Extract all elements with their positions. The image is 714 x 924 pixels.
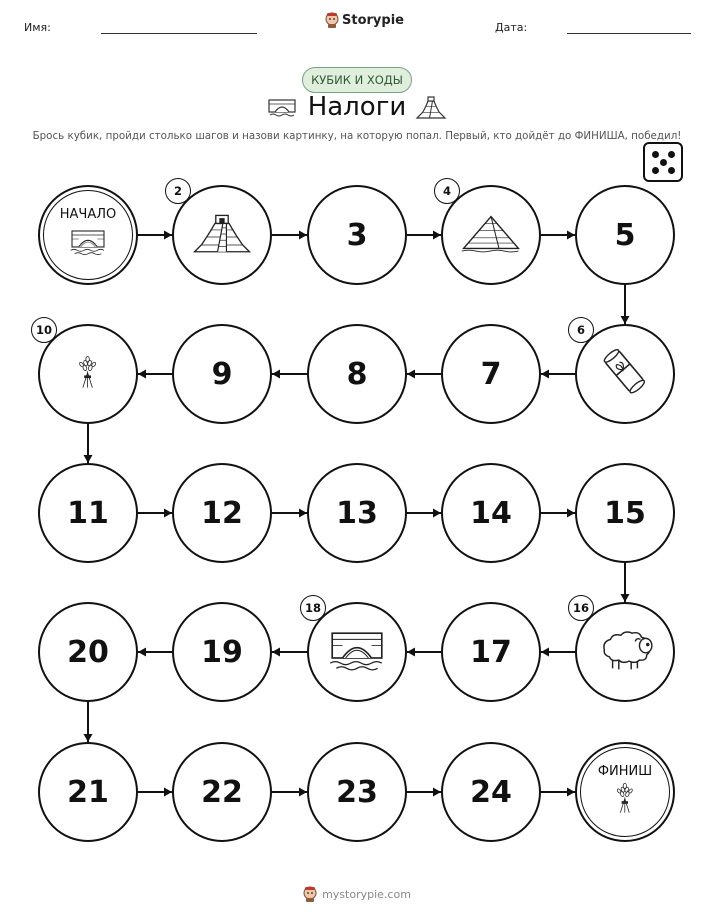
- arrow-head: [433, 788, 441, 797]
- board-cell: [572, 601, 675, 702]
- cell-number-badge: 16: [568, 595, 594, 621]
- arrow-head: [621, 316, 630, 324]
- arrow-head: [567, 509, 575, 518]
- board-cell: [172, 324, 272, 424]
- instructions-text: Брось кубик, пройди столько шагов и назови картинку, на которую попал. Первый, кто дойдёт до ФИНИША, победил!: [32, 130, 682, 142]
- board-cell: [575, 324, 675, 424]
- footer-site: mystorypie.com: [322, 887, 411, 901]
- cell-number: 8: [346, 356, 368, 392]
- board-cell: [304, 601, 407, 702]
- arrow-head: [299, 788, 307, 797]
- bridge-icon: [68, 227, 108, 260]
- board-cell: [307, 185, 407, 285]
- arrow-head: [407, 370, 415, 379]
- cell-number-badge: 6: [568, 317, 594, 343]
- arrow-head: [138, 370, 146, 379]
- arrow-head: [567, 231, 575, 240]
- board-cell: [307, 463, 407, 563]
- cell-number: 13: [336, 495, 378, 531]
- date-label: Дата:: [495, 21, 528, 34]
- name-label: Имя:: [24, 21, 51, 34]
- arrow-head: [164, 509, 172, 518]
- page-title: Налоги: [307, 92, 407, 122]
- scroll-icon: [600, 347, 650, 401]
- footer: [0, 886, 714, 902]
- arrow-head: [138, 648, 146, 657]
- cell-number-badge: 10: [31, 317, 57, 343]
- arrow-head: [541, 648, 549, 657]
- cell-number: 7: [480, 356, 502, 392]
- cell-number: 14: [470, 495, 512, 531]
- board-cell: [441, 324, 541, 424]
- arrow-head: [299, 231, 307, 240]
- bridge-icon: [326, 627, 388, 676]
- start-label: НАЧАЛО: [59, 207, 117, 222]
- board-cell: [38, 463, 138, 563]
- activity-tag: КУБИК И ХОДЫ: [302, 67, 412, 93]
- board-cell: [38, 742, 138, 842]
- board-cell: [441, 463, 541, 563]
- finish-cell: [575, 742, 675, 842]
- cell-number: 15: [604, 495, 646, 531]
- arrow-head: [433, 509, 441, 518]
- arrow-head: [84, 734, 93, 742]
- board-cell: [38, 602, 138, 702]
- arrow-head: [299, 509, 307, 518]
- board-cell: [441, 742, 541, 842]
- cell-number: 19: [201, 634, 243, 670]
- cell-number-badge: 4: [434, 178, 460, 204]
- board-cell: [172, 602, 272, 702]
- wheat-icon: [74, 355, 101, 393]
- arrow-head: [433, 231, 441, 240]
- board-cell: [172, 463, 272, 563]
- cell-number: 23: [336, 774, 378, 810]
- arrow-head: [272, 648, 280, 657]
- cell-number: 3: [346, 217, 368, 253]
- arrow-head: [541, 370, 549, 379]
- arrow-head: [164, 788, 172, 797]
- board-cell: [575, 185, 675, 285]
- arrow-head: [84, 455, 93, 463]
- arrow-head: [272, 370, 280, 379]
- start-cell: [38, 185, 138, 285]
- arrow-head: [164, 231, 172, 240]
- cell-number-badge: 18: [300, 595, 326, 621]
- cell-number: 21: [67, 774, 109, 810]
- board-cell: [441, 185, 541, 285]
- brand-name: Storypie: [342, 12, 404, 28]
- cell-number: 22: [201, 774, 243, 810]
- arrow-head: [407, 648, 415, 657]
- cell-number: 12: [201, 495, 243, 531]
- board-cell: [307, 742, 407, 842]
- board-cell: [35, 323, 138, 424]
- pyramid-stepped-icon: [191, 211, 253, 259]
- board-cell: [172, 185, 272, 285]
- cell-number: 5: [614, 217, 636, 253]
- board-cell: [307, 324, 407, 424]
- cell-number: 17: [470, 634, 512, 670]
- pyramid-icon: [460, 213, 522, 258]
- board-cell: [172, 742, 272, 842]
- finish-label: ФИНИШ: [597, 764, 653, 779]
- arrow-head: [621, 594, 630, 602]
- cell-number: 20: [67, 634, 109, 670]
- cell-number: 24: [470, 774, 512, 810]
- cell-number-badge: 2: [165, 178, 191, 204]
- cell-number: 11: [67, 495, 109, 531]
- sheep-icon: [594, 627, 656, 676]
- board-cell: [575, 463, 675, 563]
- storypie-mascot-icon: [303, 886, 317, 902]
- board-cell: [441, 602, 541, 702]
- arrow-head: [567, 788, 575, 797]
- cell-number: 9: [211, 356, 233, 392]
- wheat-icon: [612, 782, 638, 818]
